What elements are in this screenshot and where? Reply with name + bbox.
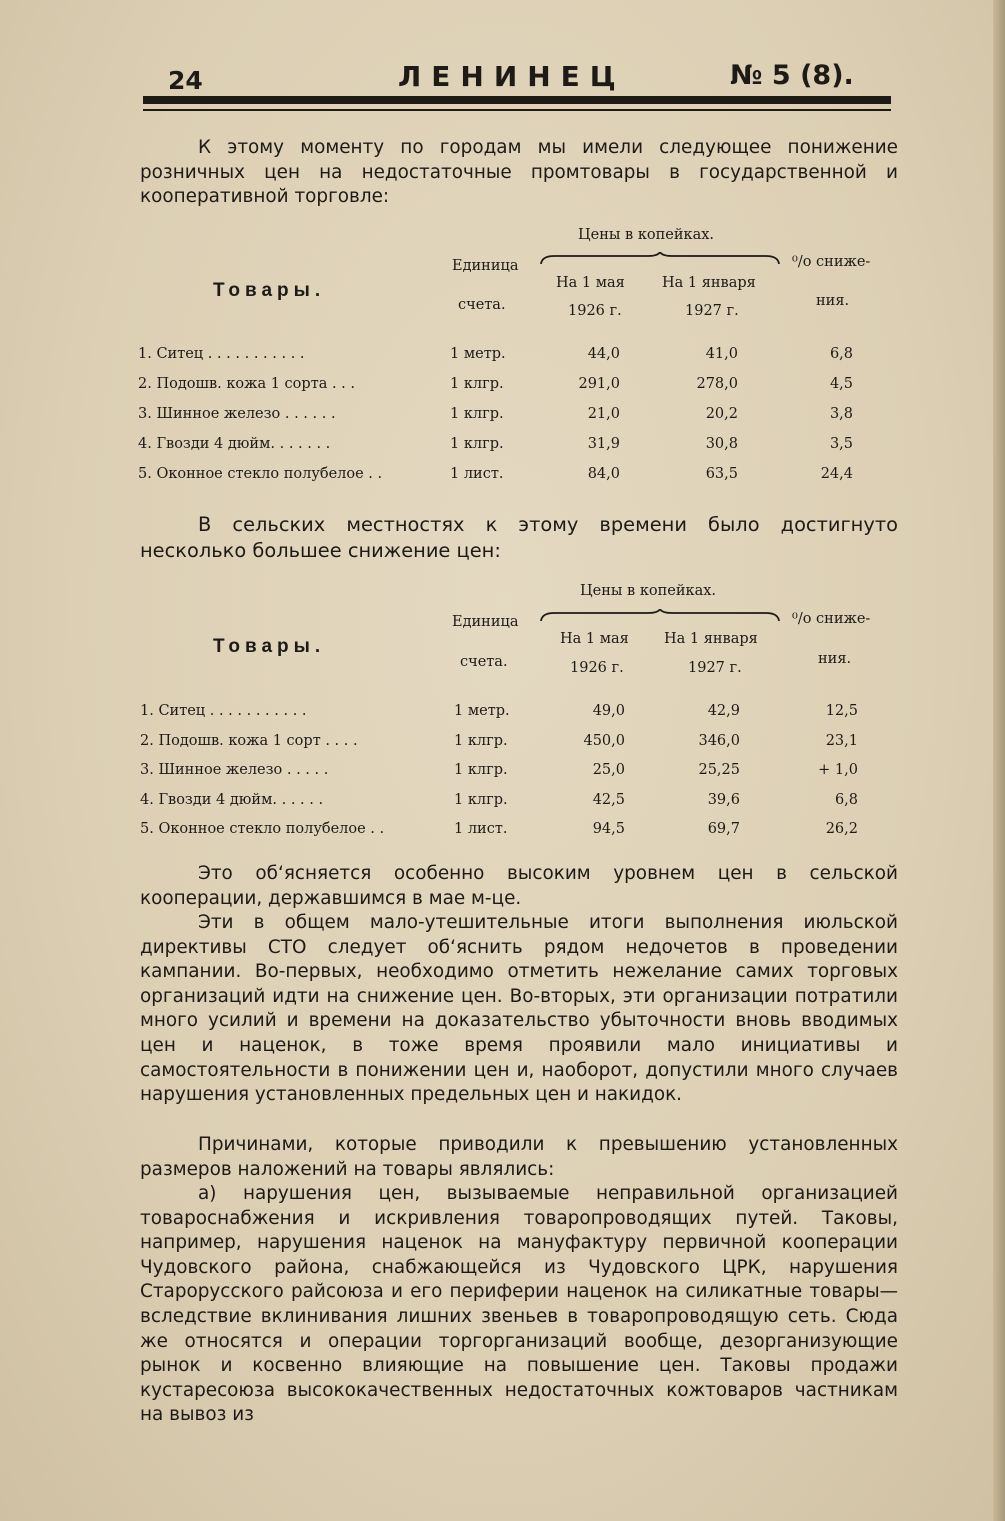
product-name: 4. Гвозди 4 дюйм. . . . . . [140, 791, 324, 808]
goods-header: Товары. [213, 280, 326, 301]
unit-of-measure: 1 метр. [454, 703, 510, 719]
percent-reduction: 23,1 [825, 732, 858, 749]
percent-reduction: 26,2 [825, 821, 858, 837]
percent-reduction: 4,5 [829, 376, 853, 392]
unit-of-measure: 1 клгр. [450, 376, 504, 392]
price-jan-1927: 41,0 [705, 346, 738, 362]
prices-caption: Цены в копейках. [578, 227, 715, 243]
percent-reduction: 12,5 [825, 703, 858, 719]
price-may-1926: 94,5 [592, 821, 625, 837]
may-header-line2: 1926 г. [570, 660, 624, 676]
jan-header-line1: На 1 января [662, 275, 756, 291]
product-name: 5. Оконное стекло полубелое . . [138, 466, 383, 482]
price-jan-1927: 69,7 [707, 821, 740, 837]
product-name: 1. Ситец . . . . . . . . . . . [140, 703, 307, 719]
unit-of-measure: 1 лист. [454, 821, 508, 837]
percent-reduction: 3,5 [829, 436, 853, 452]
price-jan-1927: 42,9 [707, 703, 740, 719]
product-name: 1. Ситец . . . . . . . . . . . [138, 346, 305, 362]
price-jan-1927: 63,5 [705, 466, 738, 482]
unit-of-measure: 1 клгр. [454, 762, 508, 778]
price-jan-1927: 25,25 [698, 762, 740, 778]
percent-reduction: 24,4 [820, 466, 853, 482]
unit-of-measure: 1 клгр. [450, 436, 504, 452]
price-may-1926: 31,9 [587, 436, 620, 452]
jan-header-line1: На 1 января [664, 631, 758, 647]
unit-header-line2: счета. [458, 297, 506, 313]
paragraph-2: Эти в общем мало-утешительные итоги выполнения июльской директивы СТО следует об‘яснить рядом недочетов в проведении кампании. Во-первых, необходимо отметить нежелание самих торговых организаций идти на снижение цен. Во-вторых, эти организации потратили много усилий и времени на доказательство убыточности вновь вводимых цен и наценок, в тоже время проявили мало инициативы и самостоятельности в понижении цен и, наоборот, допустили много случаев нарушения установленных предельных цен и накидок. [140, 912, 898, 1106]
price-may-1926: 44,0 [587, 346, 620, 362]
issue-number: № 5 (8). [730, 60, 854, 91]
price-may-1926: 291,0 [578, 376, 620, 392]
price-may-1926: 25,0 [592, 762, 625, 778]
unit-of-measure: 1 клгр. [450, 406, 504, 422]
unit-of-measure: 1 лист. [450, 466, 504, 482]
percent-reduction: 6,8 [834, 791, 858, 808]
product-name: 2. Подошв. кожа 1 сорт . . . . [140, 732, 358, 749]
paragraph-1: Это об‘ясняется особенно высоким уровнем цен в сельской кооперации, державшимся в мае м-це. [140, 863, 898, 909]
percent-reduction: 3,8 [829, 406, 853, 422]
product-name: 3. Шинное железо . . . . . [140, 762, 329, 778]
unit-of-measure: 1 клгр. [454, 732, 508, 749]
jan-header-line2: 1927 г. [688, 660, 742, 676]
unit-header-line1: Единица [452, 258, 519, 274]
paragraph-4: а) нарушения цен, вызываемые неправильной организацией товароснабжения и искривления товаропроводящих путей. Таковы, например, нарушения наценок на мануфактуру первичной кооперации Чудовского района, снабжающейся из Чудовского ЦРК, нарушения Старорусского райсоюза и его периферии наценок на силикатные товары—вследствие вклинивания лишних звеньев в товаропроводящую сеть. Сюда же относятся и операции торгорганизаций вообще, дезорганизующие рынок и косвенно влияющие на повышение цен. Таковы продажи кустаресоюза высококачественных недостаточных кожтоваров частникам на вывоз из [140, 1183, 898, 1426]
price-jan-1927: 30,8 [705, 436, 738, 452]
price-may-1926: 42,5 [592, 791, 625, 808]
pct-header-line2: ния. [816, 293, 850, 309]
percent-reduction: + 1,0 [818, 762, 858, 778]
pct-header-line1: ⁰/о сниже- [792, 611, 871, 627]
prices-caption: Цены в копейках. [580, 583, 717, 599]
product-name: 5. Оконное стекло полубелое . . [140, 821, 385, 837]
unit-header-line2: счета. [460, 654, 508, 670]
jan-header-line2: 1927 г. [685, 303, 739, 319]
pct-header-line2: ния. [818, 651, 852, 667]
product-name: 3. Шинное железо . . . . . . [138, 406, 336, 422]
may-header-line1: На 1 мая [560, 631, 629, 647]
percent-reduction: 6,8 [829, 346, 853, 362]
page-number: 24 [168, 66, 203, 95]
prices-brace [540, 609, 780, 621]
price-may-1926: 84,0 [587, 466, 620, 482]
header-rule-thin [143, 109, 891, 111]
page-edge [993, 0, 1005, 1521]
prices-brace [540, 252, 780, 264]
product-name: 2. Подошв. кожа 1 сорта . . . [138, 376, 356, 392]
price-jan-1927: 20,2 [705, 406, 738, 422]
rural-paragraph: В сельских местностях к этому времени было достигнуто несколько большее снижение цен: [140, 513, 898, 562]
price-jan-1927: 39,6 [707, 791, 740, 808]
journal-title: ЛЕНИНЕЦ [398, 60, 626, 93]
price-jan-1927: 278,0 [696, 376, 738, 392]
goods-header: Товары. [213, 636, 326, 657]
unit-of-measure: 1 клгр. [454, 791, 508, 808]
intro-paragraph: К этому моменту по городам мы имели следующее понижение розничных цен на недостаточные промтовары в государственной и кооперативной торговле: [140, 137, 898, 208]
header-rule-thick [143, 96, 891, 104]
paragraph-3: Причинами, которые приводили к превышению установленных размеров наложений на товары являлись: [140, 1134, 898, 1180]
price-jan-1927: 346,0 [698, 732, 740, 749]
may-header-line1: На 1 мая [556, 275, 625, 291]
product-name: 4. Гвозди 4 дюйм. . . . . . . [138, 436, 331, 452]
may-header-line2: 1926 г. [568, 303, 622, 319]
unit-header-line1: Единица [452, 614, 519, 630]
pct-header-line1: ⁰/о сниже- [792, 254, 871, 270]
price-may-1926: 450,0 [583, 732, 625, 749]
price-may-1926: 21,0 [587, 406, 620, 422]
unit-of-measure: 1 метр. [450, 346, 506, 362]
price-may-1926: 49,0 [592, 703, 625, 719]
